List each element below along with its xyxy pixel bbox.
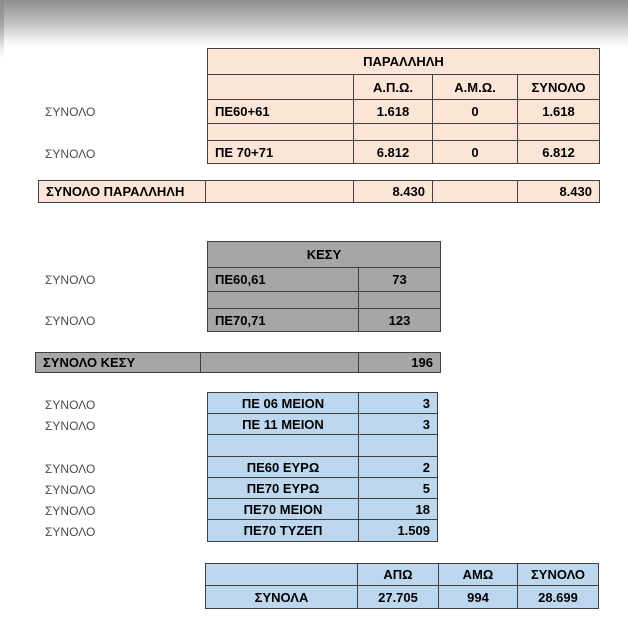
- row-label: ΠΕ60,61: [208, 268, 359, 292]
- table-row: [208, 499, 438, 520]
- row-label: [208, 435, 359, 457]
- summary-spacer-cell: [201, 353, 359, 373]
- column-header-total: ΣΥΝΟΛΟ: [518, 75, 600, 100]
- cell-total: 28.699: [518, 586, 599, 609]
- row-label: [208, 124, 354, 141]
- row-label: ΠΕ 06 ΜΕΙΟΝ: [208, 393, 359, 414]
- cell-amo: 0: [433, 141, 518, 164]
- cell-value: 5: [359, 478, 438, 499]
- left-shadow-gradient: [0, 0, 4, 58]
- table-row: [39, 181, 600, 203]
- cell-amo: [433, 124, 518, 141]
- cell-apo: 1.618: [354, 100, 433, 124]
- cell-amo: 994: [439, 586, 518, 609]
- table-row: [208, 457, 438, 478]
- top-shadow-gradient: [0, 0, 628, 48]
- kesy-table: [207, 241, 441, 332]
- parallili-title: ΠΑΡΑΛΛΗΛΗ: [208, 49, 600, 75]
- column-header-blank: [206, 564, 358, 586]
- column-header-amo: ΑΜΩ: [439, 564, 518, 586]
- table-row: [208, 100, 600, 124]
- column-header-blank: [208, 75, 354, 100]
- cell-value: 73: [359, 268, 441, 292]
- row-label: ΣΥΝΟΛΑ: [206, 586, 358, 609]
- table-row: [208, 49, 600, 75]
- column-header-total: ΣΥΝΟΛΟ: [518, 564, 599, 586]
- table-row: [208, 309, 441, 332]
- row-label-synolo: ΣΥΝΟΛΟ: [45, 462, 96, 476]
- parallili-table: [207, 48, 600, 164]
- row-label-synolo: ΣΥΝΟΛΟ: [45, 419, 96, 433]
- cell-apo: [354, 124, 433, 141]
- column-header-amo: Α.Μ.Ω.: [433, 75, 518, 100]
- summary-amo: [433, 181, 518, 203]
- blue-list-table: [207, 392, 438, 542]
- cell-value: 3: [359, 414, 438, 435]
- row-label: ΠΕ70 ΜΕΙΟΝ: [208, 499, 359, 520]
- cell-value: 2: [359, 457, 438, 478]
- row-label: ΠΕ 11 ΜΕΙΟΝ: [208, 414, 359, 435]
- row-label: ΠΕ70 ΤΥΖΕΠ: [208, 520, 359, 542]
- table-row: [36, 353, 441, 373]
- cell-value: [359, 435, 438, 457]
- row-label: ΠΕ60 ΕΥΡΩ: [208, 457, 359, 478]
- table-row: [208, 520, 438, 542]
- column-header-apo: ΑΠΩ: [358, 564, 439, 586]
- cell-apo: 27.705: [358, 586, 439, 609]
- row-label-synolo: ΣΥΝΟΛΟ: [45, 483, 96, 497]
- row-label: ΠΕ70,71: [208, 309, 359, 332]
- row-label-synolo: ΣΥΝΟΛΟ: [45, 504, 96, 518]
- table-row: [208, 478, 438, 499]
- cell-value: 3: [359, 393, 438, 414]
- summary-apo: 8.430: [354, 181, 433, 203]
- cell-value: 1.509: [359, 520, 438, 542]
- cell-value: 123: [359, 309, 441, 332]
- row-label-synolo: ΣΥΝΟΛΟ: [45, 398, 96, 412]
- cell-value: [359, 292, 441, 309]
- kesy-title: ΚΕΣΥ: [208, 242, 441, 268]
- table-row-empty: [208, 292, 441, 309]
- row-label-synolo: ΣΥΝΟΛΟ: [45, 105, 96, 119]
- table-row: [206, 586, 599, 609]
- table-row: [208, 141, 600, 164]
- table-row: [208, 414, 438, 435]
- summary-total: 8.430: [518, 181, 600, 203]
- row-label: ΠΕ70 ΕΥΡΩ: [208, 478, 359, 499]
- row-label-synolo: ΣΥΝΟΛΟ: [45, 147, 96, 161]
- row-label: [208, 292, 359, 309]
- table-row: [206, 564, 599, 586]
- row-label: ΠΕ 70+71: [208, 141, 354, 164]
- cell-total: 6.812: [518, 141, 600, 164]
- summary-label: ΣΥΝΟΛΟ ΚΕΣΥ: [36, 353, 201, 373]
- parallili-summary-row: [38, 180, 600, 203]
- summary-spacer-cell: [206, 181, 354, 203]
- cell-value: 18: [359, 499, 438, 520]
- table-row: [208, 242, 441, 268]
- table-row: [208, 75, 600, 100]
- row-label-synolo: ΣΥΝΟΛΟ: [45, 314, 96, 328]
- summary-value: 196: [359, 353, 441, 373]
- cell-total: 1.618: [518, 100, 600, 124]
- cell-apo: 6.812: [354, 141, 433, 164]
- totals-table: [205, 563, 599, 609]
- row-label-synolo: ΣΥΝΟΛΟ: [45, 273, 96, 287]
- cell-total: [518, 124, 600, 141]
- table-row-empty: [208, 435, 438, 457]
- table-row-empty: [208, 124, 600, 141]
- kesy-summary-row: [35, 352, 441, 373]
- row-label: ΠΕ60+61: [208, 100, 354, 124]
- table-row: [208, 268, 441, 292]
- summary-label: ΣΥΝΟΛΟ ΠΑΡΑΛΛΗΛΗ: [39, 181, 206, 203]
- cell-amo: 0: [433, 100, 518, 124]
- table-row: [208, 393, 438, 414]
- row-label-synolo: ΣΥΝΟΛΟ: [45, 525, 96, 539]
- column-header-apo: Α.Π.Ω.: [354, 75, 433, 100]
